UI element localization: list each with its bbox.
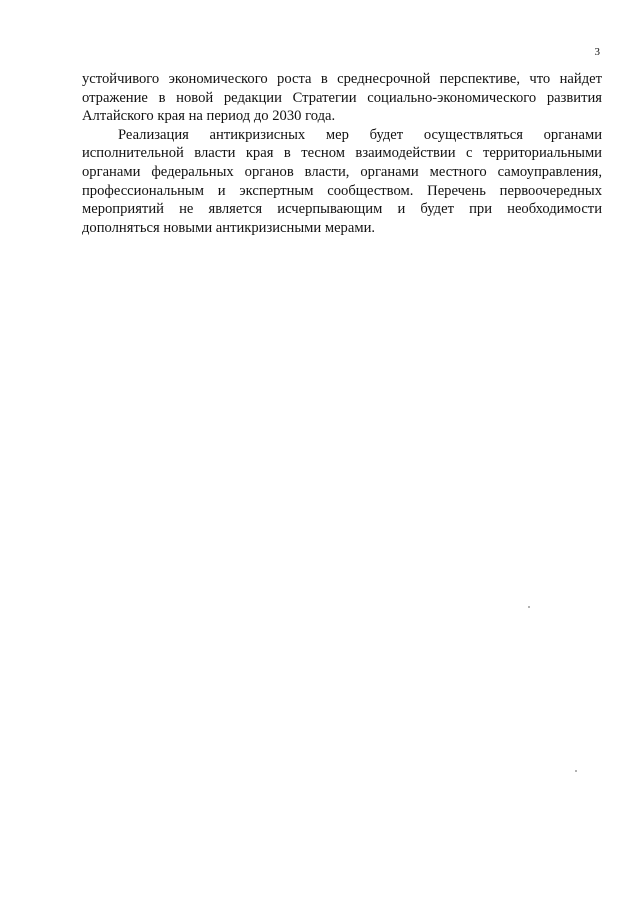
- paragraph-2-line-6: дополняться новыми антикризисными мерами.: [82, 219, 376, 236]
- paragraph-2-line-4: профессиональным и экспертным сообществом. Перечень первоочередных: [82, 182, 602, 199]
- paragraph-1-line-2: отражение в новой редакции Стратегии социально-экономического развития: [82, 89, 602, 106]
- scan-speck: [528, 606, 530, 608]
- paragraph-1-line-3: Алтайского края на период до 2030 года.: [82, 108, 336, 125]
- page-number: 3: [594, 46, 600, 58]
- paragraph-2-line-5: мероприятий не является исчерпывающим и будет при необходимости: [82, 201, 602, 218]
- paragraph-2: [82, 126, 602, 238]
- scan-speck: [575, 770, 577, 772]
- paragraph-2-line-2: исполнительной власти края в тесном взаимодействии с территориальными: [82, 145, 602, 162]
- paragraph-2-line-1: Реализация антикризисных мер будет осуществляться органами: [118, 126, 602, 143]
- paragraph-2-line-3: органами федеральных органов власти, органами местного самоуправления,: [82, 163, 602, 180]
- document-body: [82, 70, 602, 237]
- paragraph-1-line-1: устойчивого экономического роста в среднесрочной перспективе, что найдет: [82, 71, 602, 87]
- paragraph-1: [82, 70, 602, 126]
